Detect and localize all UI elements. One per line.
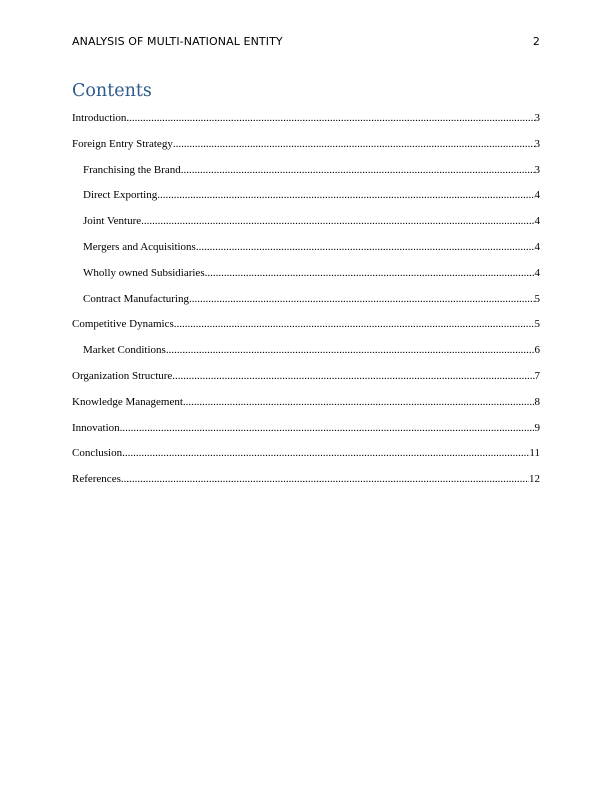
toc-entry-foreign-entry-strategy[interactable] <box>72 137 540 163</box>
toc-entry-title: Knowledge Management <box>72 395 183 408</box>
toc-entry-page: 4 <box>534 240 540 253</box>
toc-entry-page: 9 <box>534 421 540 434</box>
dot-leader <box>121 472 529 486</box>
toc-entry-joint-venture[interactable] <box>72 214 540 240</box>
toc-entry-title: Mergers and Acquisitions <box>83 240 196 253</box>
toc-entry-title: Contract Manufacturing <box>83 292 189 305</box>
page-header <box>72 35 540 49</box>
dot-leader <box>183 395 535 409</box>
toc-entry-innovation[interactable] <box>72 421 540 447</box>
toc-entry-competitive-dynamics[interactable] <box>72 317 540 343</box>
dot-leader <box>166 343 535 357</box>
page-number: 2 <box>532 35 540 48</box>
toc-entry-page: 4 <box>534 266 540 279</box>
toc-entry-page: 4 <box>534 215 540 228</box>
toc-entry-title: Market Conditions <box>83 344 166 357</box>
toc-entry-title: Direct Exporting <box>83 189 158 202</box>
toc-entry-page: 7 <box>534 369 540 382</box>
toc-entry-page: 8 <box>534 395 540 408</box>
table-of-contents <box>72 111 540 498</box>
dot-leader <box>120 421 535 435</box>
dot-leader <box>205 266 535 280</box>
toc-entry-title: References <box>72 473 121 486</box>
toc-entry-page: 5 <box>534 318 540 331</box>
toc-entry-title: Franchising the Brand <box>83 163 181 176</box>
toc-entry-references[interactable] <box>72 472 540 498</box>
toc-entry-title: Conclusion <box>72 447 123 460</box>
toc-entry-conclusion[interactable] <box>72 446 540 472</box>
dot-leader <box>181 163 535 177</box>
toc-entry-contract-manufacturing[interactable] <box>72 292 540 318</box>
toc-entry-market-conditions[interactable] <box>72 343 540 369</box>
toc-entry-page: 3 <box>534 137 540 150</box>
toc-entry-page: 5 <box>534 292 540 305</box>
dot-leader <box>122 446 529 460</box>
dot-leader <box>189 292 535 306</box>
toc-entry-title: Introduction <box>72 112 127 124</box>
toc-entry-page: 3 <box>534 163 540 176</box>
toc-entry-franchising-the-brand[interactable] <box>72 163 540 189</box>
dot-leader <box>141 214 534 228</box>
dot-leader <box>172 369 534 383</box>
toc-entry-title: Foreign Entry Strategy <box>72 137 173 150</box>
toc-entry-title: Organization Structure <box>72 369 173 382</box>
toc-heading: Contents <box>72 81 152 101</box>
toc-entry-title: Competitive Dynamics <box>72 318 174 331</box>
toc-entry-direct-exporting[interactable] <box>72 188 540 214</box>
toc-entry-title: Joint Venture <box>83 215 142 228</box>
toc-entry-page: 12 <box>529 473 540 486</box>
dot-leader <box>196 240 535 254</box>
toc-entry-page: 3 <box>534 112 540 124</box>
toc-entry-mergers-and-acquisitions[interactable] <box>72 240 540 266</box>
dot-leader <box>126 111 534 125</box>
toc-entry-introduction[interactable] <box>72 111 540 137</box>
dot-leader <box>157 188 534 202</box>
dot-leader <box>174 317 535 331</box>
toc-entry-title: Innovation <box>72 421 120 434</box>
toc-entry-page: 6 <box>534 344 540 357</box>
toc-entry-knowledge-management[interactable] <box>72 395 540 421</box>
toc-entry-title: Wholly owned Subsidiaries <box>83 266 205 279</box>
toc-entry-page: 4 <box>534 189 540 202</box>
toc-entry-wholly-owned-subsidiaries[interactable] <box>72 266 540 292</box>
dot-leader <box>173 137 535 151</box>
toc-entry-page: 11 <box>529 447 540 460</box>
toc-entry-organization-structure[interactable] <box>72 369 540 395</box>
running-header-title: ANALYSIS OF MULTI-NATIONAL ENTITY <box>72 35 283 48</box>
